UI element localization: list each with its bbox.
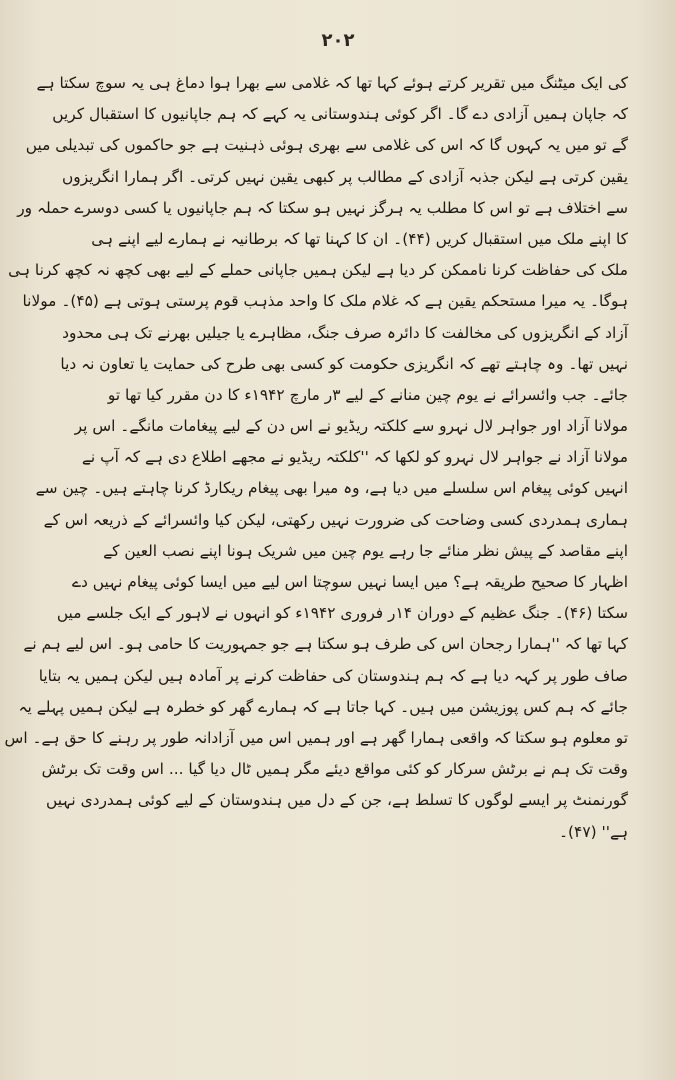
- text-line: مولانا آزاد اور جواہر لال نہرو سے کلکتہ ریڈیو نے اس دن کے لیے پیغامات مانگے۔ اس پر: [74, 417, 628, 436]
- text-line: کی ایک میٹنگ میں تقریر کرتے ہوئے کہا تھا کہ غلامی سے بھرا ہوا دماغ ہی یہ سوچ سکتا ہے: [36, 74, 628, 92]
- text-line: نہیں تھا۔ وہ چاہتے تھے کہ انگریزی حکومت کو کسی بھی طرح کی حمایت یا تعاون نہ دیا: [60, 354, 628, 373]
- text-line: اپنے مقاصد کے پیش نظر منائے جا رہے یوم چین میں شریک ہونا اپنے نصب العین کے: [103, 541, 628, 560]
- text-line: آزاد کے انگریزوں کی مخالفت کا دائرہ صرف جنگ، مظاہرے یا جیلیں بھرنے تک ہی محدود: [62, 323, 628, 342]
- text-line: یقین کرتی ہے لیکن جذبہ آزادی کے مطالب پر کبھی یقین نہیں کرتی۔ اگر ہمارا انگریزوں: [62, 167, 628, 186]
- text-line: اظہار کا صحیح طریقہ ہے؟ میں ایسا نہیں سوچتا اس لیے میں ایسا کوئی پیغام نہیں دے: [71, 573, 628, 591]
- text-line: کا اپنے ملک میں استقبال کریں (۴۴)۔ ان کا کہنا تھا کہ برطانیہ نے ہمارے لیے اپنے ہی: [91, 229, 628, 248]
- body-text: [4, 68, 628, 848]
- text-line: جائے۔ جب وائسرائے نے یوم چین منانے کے لیے ۳ر مارچ ۱۹۴۲ء کا دن مقرر کیا تھا تو: [107, 385, 628, 404]
- text-line: سکتا (۴۶)۔ جنگ عظیم کے دوران ۱۴ر فروری ۱۹۴۲ء کو انہوں نے لاہور کے ایک جلسے میں: [56, 604, 628, 623]
- text-line: تو معلوم ہو سکتا کہ واقعی ہمارا گھر ہے اور ہمیں اس میں آزادانہ طور پر رہنے کا حق ہے۔ اس: [4, 728, 628, 747]
- text-line: وقت تک ہم نے برٹش سرکار کو کئی مواقع دیئے مگر ہمیں ٹال دیا گیا ... اس وقت تک برٹش: [41, 760, 628, 779]
- text-line: صاف طور پر کہہ دیا ہے کہ ہم ہندوستان کی حفاظت کرنے پر آمادہ ہیں لیکن ہمیں یہ بتایا: [38, 666, 628, 685]
- page-number: ۲۰۲: [321, 30, 355, 51]
- text-line: ملک کی حفاظت کرنا ناممکن کر دیا ہے لیکن ہمیں جاپانی حملے کے لیے بھی کچھ نہ کچھ کرنا ہی: [8, 261, 628, 280]
- text-line: گورنمنٹ پر ایسے لوگوں کا تسلط ہے، جن کے دل میں ہندوستان کے لیے کوئی ہمدردی نہیں: [46, 791, 628, 810]
- text-line: انہیں کوئی پیغام اس سلسلے میں دیا ہے، وہ میرا بھی پیغام ریکارڈ کرنا چاہتے ہیں۔ چین سے: [35, 479, 628, 498]
- text-line: سے اختلاف ہے تو اس کا مطلب یہ ہرگز نہیں ہو سکتا کہ ہم جاپانیوں یا کسی دوسرے حملہ ور: [17, 198, 628, 217]
- text-line: کہا تھا کہ ''ہمارا رجحان اس کی طرف ہو سکتا ہے جو جمہوریت کا حامی ہو۔ اس لیے ہم نے: [23, 635, 628, 654]
- text-line: کہ جاپان ہمیں آزادی دے گا۔ اگر کوئی ہندوستانی یہ کہے کہ ہم جاپانیوں کا استقبال کریں: [52, 105, 628, 124]
- text-line: ہے'' (۴۷)۔: [559, 822, 628, 841]
- text-line: ہوگا۔ یہ میرا مستحکم یقین ہے کہ غلام ملک کا واحد مذہب قوم پرستی ہوتی ہے (۴۵)۔ مولانا: [22, 292, 628, 311]
- text-line: ہماری ہمدردی کسی وضاحت کی ضرورت نہیں رکھتی، لیکن کیا وائسرائے کے ذریعہ اس کے: [43, 510, 628, 529]
- text-line: گے تو میں یہ کہوں گا کہ اس کی غلامی سے بھری ہوئی ذہنیت ہے جو حاکموں کی تبدیلی میں: [25, 136, 628, 155]
- text-line: جائے کہ ہم کس پوزیشن میں ہیں۔ کہا جاتا ہے کہ ہمارے گھر کو خطرہ ہے لیکن ہمیں پہلے یہ: [18, 697, 628, 716]
- text-line: مولانا آزاد نے جواہر لال نہرو کو لکھا کہ ''کلکتہ ریڈیو نے مجھے اطلاع دی ہے کہ آپ نے: [81, 448, 628, 467]
